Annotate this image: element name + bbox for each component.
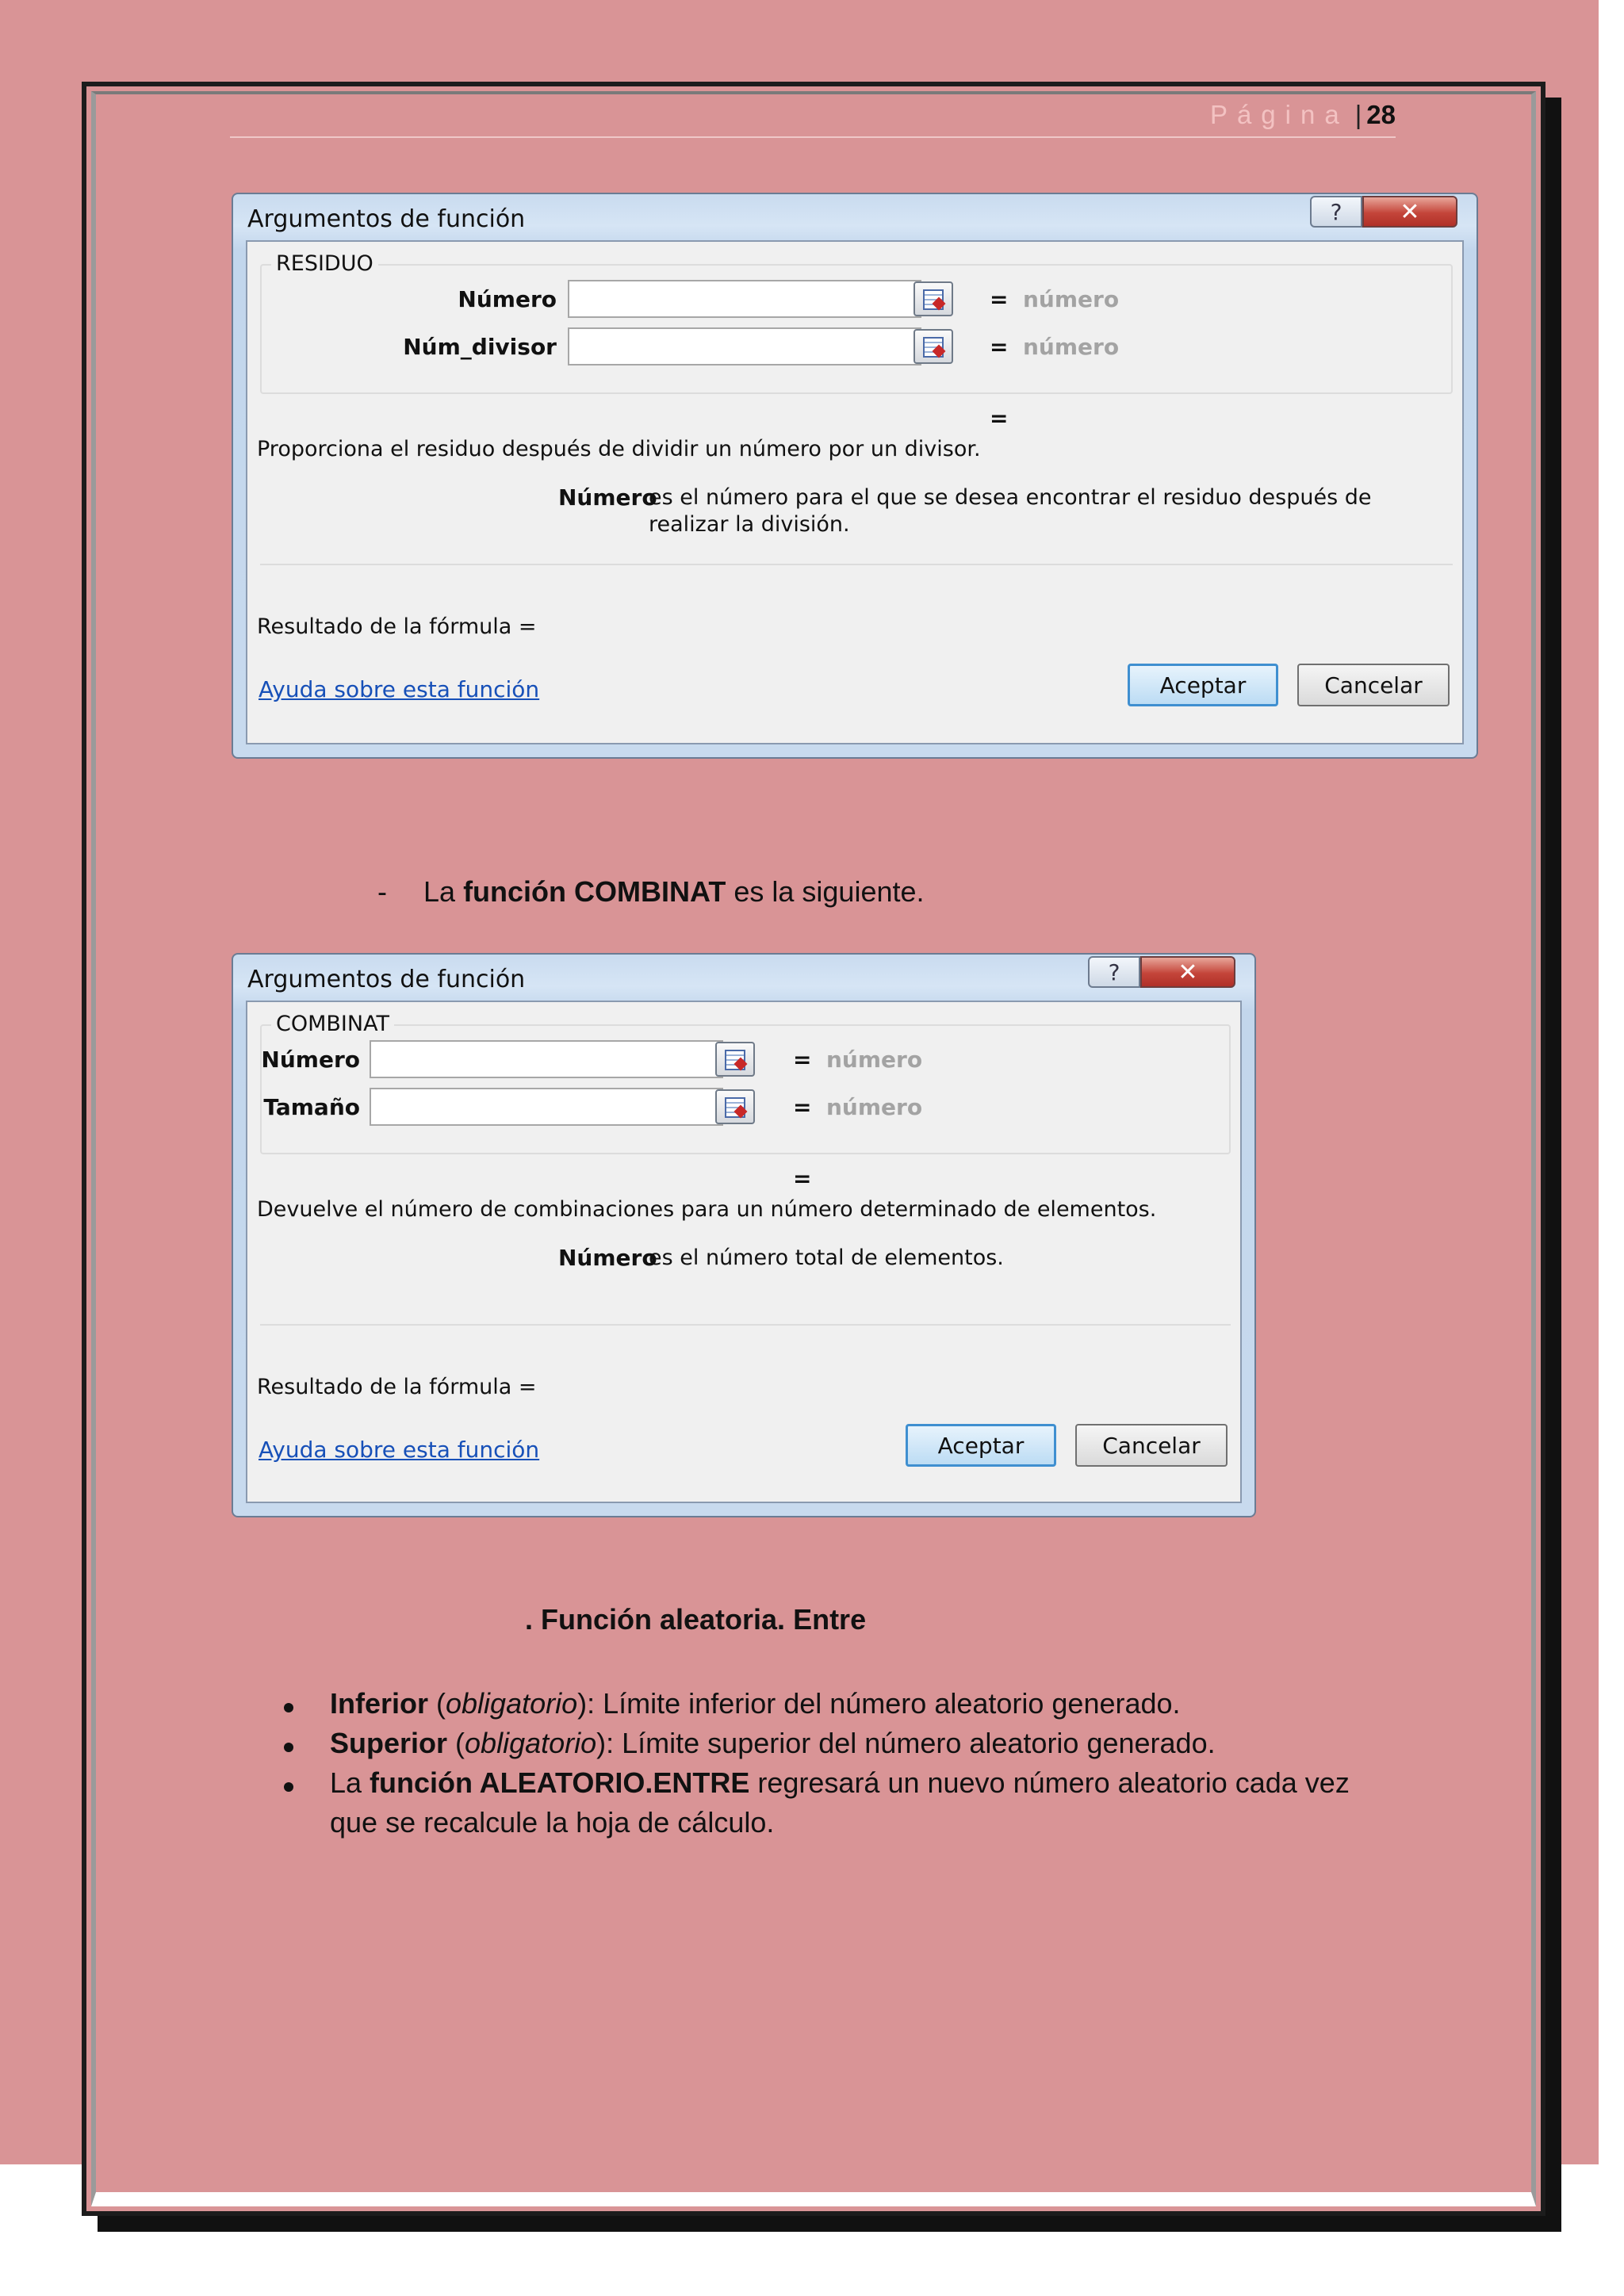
arg-result-numero: número (1023, 286, 1120, 312)
cancel-button[interactable]: Cancelar (1297, 664, 1450, 706)
arg-input-tamano[interactable] (370, 1088, 723, 1126)
arg-equals: = (990, 286, 1009, 312)
bullet-marker (284, 1703, 293, 1712)
arg-result-numero: número (826, 1047, 923, 1073)
bullet-pre: La (330, 1766, 370, 1799)
formula-result: Resultado de la fórmula = (257, 614, 537, 639)
bullet-marker (284, 1743, 293, 1752)
arg-label-numero: Número (261, 1047, 360, 1073)
bullet-term: función ALEATORIO.ENTRE (370, 1766, 750, 1799)
title-buttons (1088, 956, 1235, 991)
bullet-aleatorio-line2: que se recalcule la hoja de cálculo. (330, 1806, 775, 1839)
function-description: Proporciona el residuo después de dividir un número por un divisor. (257, 437, 981, 461)
intro-bold: función COMBINAT (463, 875, 726, 908)
param-name: Número (558, 1245, 657, 1271)
cancel-button[interactable]: Cancelar (1075, 1424, 1228, 1467)
dialog-body (246, 240, 1464, 744)
page-label: Página (1209, 100, 1349, 129)
close-button[interactable] (1362, 196, 1457, 228)
intro-after: es la siguiente. (733, 875, 925, 908)
accept-button[interactable]: Aceptar (906, 1424, 1056, 1467)
combinat-intro (377, 875, 925, 909)
help-button[interactable] (1088, 956, 1140, 988)
close-button[interactable] (1140, 956, 1235, 988)
arg-result-num-divisor: número (1023, 334, 1120, 360)
close-icon: ✕ (1400, 197, 1420, 226)
help-icon: ? (1330, 198, 1342, 225)
bullet-marker (284, 1782, 293, 1792)
page-header (230, 95, 1396, 138)
residuo-dialog (232, 193, 1478, 759)
collapse-range-icon[interactable] (715, 1089, 755, 1124)
dialog-body (246, 1001, 1242, 1503)
bullet-term: Superior (330, 1727, 448, 1759)
arg-input-numero[interactable] (370, 1040, 723, 1078)
dialog-title: Argumentos de función (247, 966, 526, 993)
arg-equals: = (793, 1094, 812, 1120)
bullet-text: regresará un nuevo número aleatorio cada vez (749, 1766, 1350, 1799)
page-separator: | (1354, 100, 1362, 129)
accept-button[interactable]: Aceptar (1128, 664, 1278, 706)
combinat-dialog (232, 953, 1256, 1517)
formula-result: Resultado de la fórmula = (257, 1375, 537, 1399)
function-description: Devuelve el número de combinaciones para un número determinado de elementos. (257, 1197, 1157, 1222)
param-name: Número (558, 484, 657, 511)
function-result-equals: = (990, 405, 1009, 431)
arg-equals: = (793, 1047, 812, 1073)
function-result-equals: = (793, 1165, 812, 1192)
help-link[interactable]: Ayuda sobre esta función (259, 1437, 540, 1463)
help-icon: ? (1108, 959, 1120, 985)
bullet-superior (330, 1727, 1216, 1760)
help-button[interactable] (1310, 196, 1362, 228)
param-description: es el número total de elementos. (649, 1246, 1004, 1270)
help-link[interactable]: Ayuda sobre esta función (259, 676, 540, 702)
collapse-range-icon[interactable] (715, 1042, 755, 1077)
collapse-range-icon[interactable] (914, 281, 953, 316)
arg-equals: = (990, 334, 1009, 360)
bullet-aleatorio (330, 1766, 1350, 1800)
arg-input-numero[interactable] (568, 280, 921, 318)
dialog-title: Argumentos de función (247, 205, 526, 233)
bullet-inferior (330, 1687, 1181, 1720)
arg-label-tamano: Tamaño (263, 1094, 360, 1120)
bullet-text: ): Límite superior del número aleatorio generado. (596, 1727, 1216, 1759)
function-name: COMBINAT (271, 1012, 394, 1036)
bullet-term: Inferior (330, 1687, 429, 1720)
bullet-qualifier: obligatorio (446, 1687, 578, 1720)
bullet-paren: ( (428, 1687, 446, 1720)
collapse-range-icon[interactable] (914, 329, 953, 364)
dash-marker: - (377, 875, 387, 908)
param-description: es el número para el que se desea encontrar el residuo después de realizar la división. (649, 485, 1372, 537)
arg-result-tamano: número (826, 1094, 923, 1120)
section-heading: . Función aleatoria. Entre (525, 1603, 867, 1636)
intro-before: La (423, 875, 456, 908)
title-buttons (1310, 196, 1457, 231)
function-name: RESIDUO (271, 251, 378, 276)
divider (260, 564, 1453, 565)
close-icon: ✕ (1178, 958, 1198, 986)
arg-label-num-divisor: Núm_divisor (403, 334, 557, 360)
divider (260, 1324, 1231, 1326)
page-number: 28 (1366, 100, 1396, 129)
bullet-qualifier: obligatorio (465, 1727, 597, 1759)
bullet-paren: ( (447, 1727, 465, 1759)
bullet-text: ): Límite inferior del número aleatorio generado. (577, 1687, 1181, 1720)
arg-label-numero: Número (458, 286, 557, 312)
arg-input-num-divisor[interactable] (568, 327, 921, 365)
